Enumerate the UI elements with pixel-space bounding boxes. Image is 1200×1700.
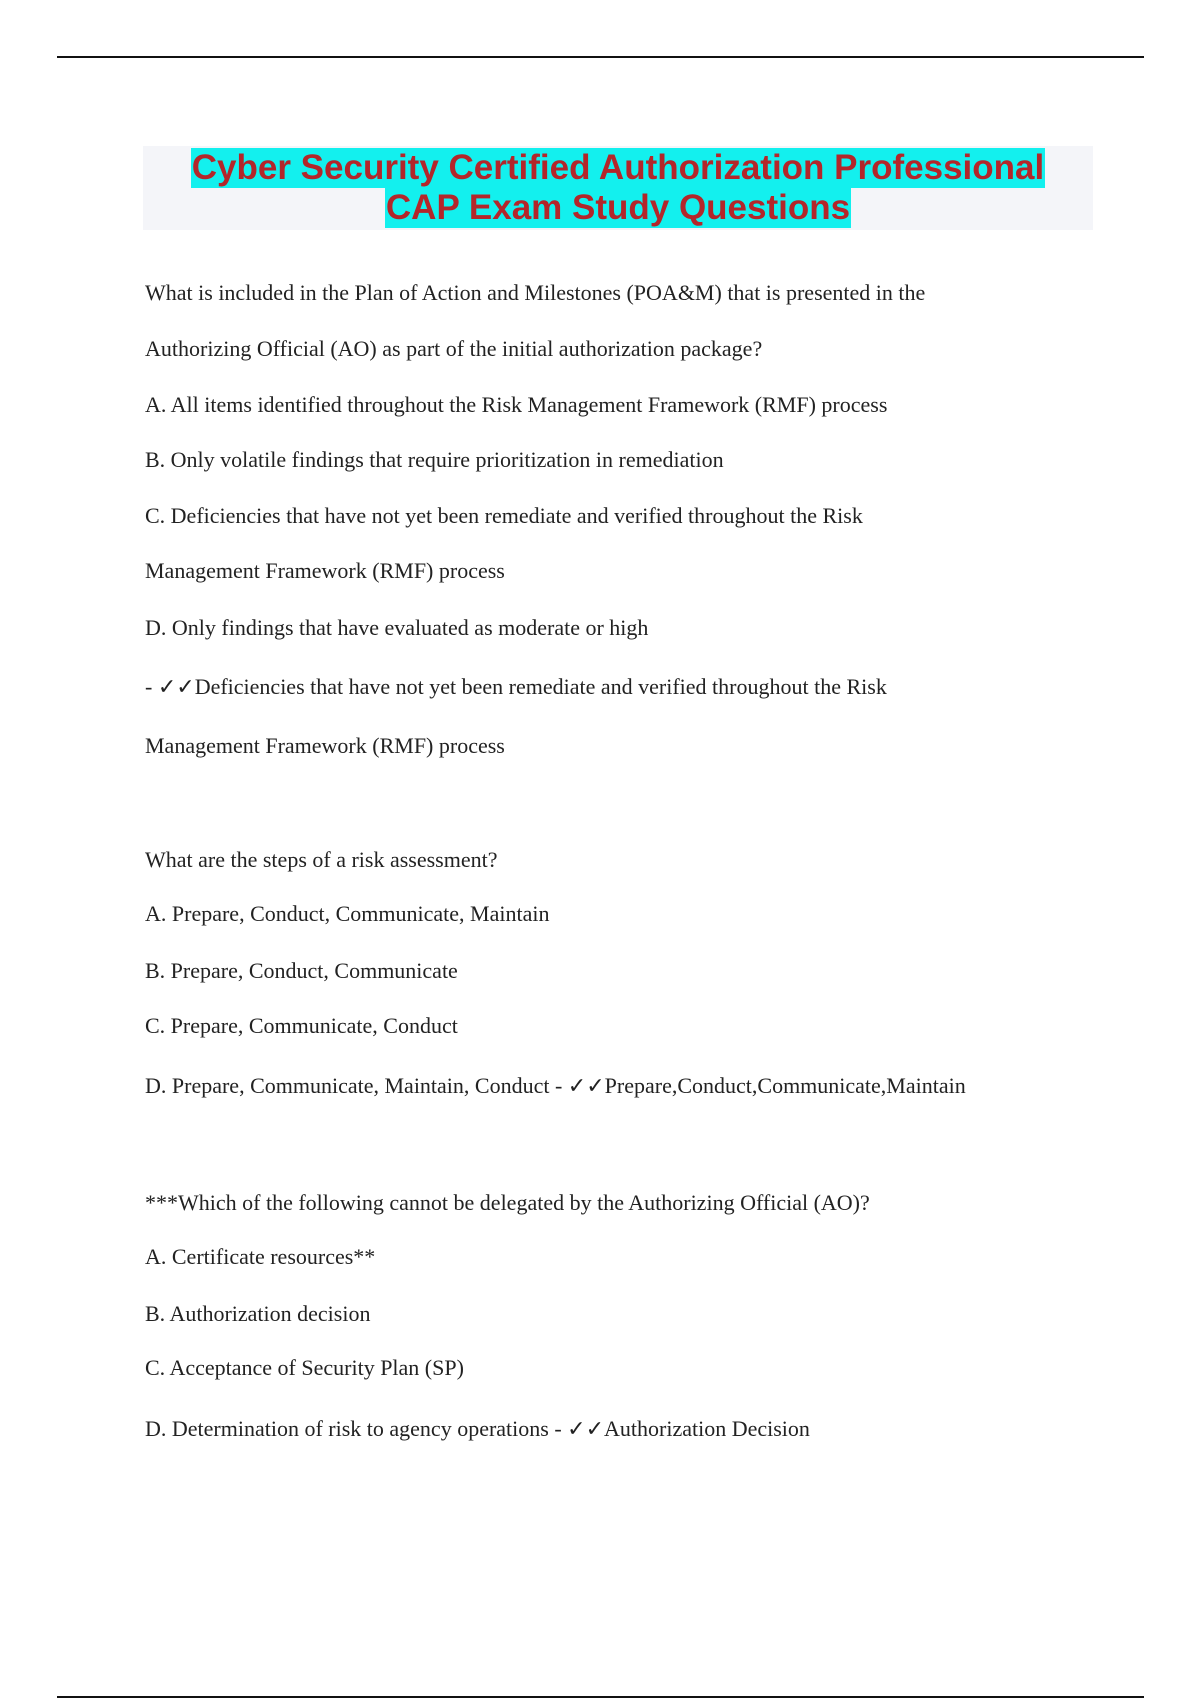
question-2-option-b: B. Prepare, Conduct, Communicate bbox=[145, 958, 458, 983]
question-1-option-d: D. Only findings that have evaluated as moderate or high bbox=[145, 615, 649, 640]
document-title bbox=[143, 146, 1093, 230]
footer-rule bbox=[57, 1696, 1144, 1698]
question-2-option-a: A. Prepare, Conduct, Communicate, Maintain bbox=[145, 901, 550, 926]
question-2-option-d-answer: D. Prepare, Communicate, Maintain, Conduct - ✓✓Prepare,Conduct,Communicate,Maintain bbox=[145, 1073, 966, 1098]
question-1-option-b: B. Only volatile findings that require prioritization in remediation bbox=[145, 447, 724, 472]
question-1-text: What is included in the Plan of Action and Milestones (POA&M) that is presented in the bbox=[145, 280, 926, 305]
question-2-option-c: C. Prepare, Communicate, Conduct bbox=[145, 1013, 458, 1038]
title-line-1: Cyber Security Certified Authorization Professional bbox=[191, 148, 1045, 187]
question-1-option-c: Management Framework (RMF) process bbox=[145, 558, 505, 583]
question-3-option-c: C. Acceptance of Security Plan (SP) bbox=[145, 1355, 464, 1380]
question-3-option-a: A. Certificate resources** bbox=[145, 1244, 376, 1269]
question-3-text: ***Which of the following cannot be delegated by the Authorizing Official (AO)? bbox=[145, 1190, 870, 1215]
question-3-option-b: B. Authorization decision bbox=[145, 1301, 371, 1326]
question-1-text: Authorizing Official (AO) as part of the initial authorization package? bbox=[145, 336, 763, 361]
title-line-2: CAP Exam Study Questions bbox=[385, 188, 851, 227]
header-rule bbox=[57, 56, 1144, 58]
question-1-answer: Management Framework (RMF) process bbox=[145, 733, 505, 758]
question-1-option-a: A. All items identified throughout the Risk Management Framework (RMF) process bbox=[145, 392, 888, 417]
question-3-option-d-answer: D. Determination of risk to agency operations - ✓✓Authorization Decision bbox=[145, 1416, 810, 1441]
question-2-text: What are the steps of a risk assessment? bbox=[145, 847, 498, 872]
question-1-answer: - ✓✓Deficiencies that have not yet been remediate and verified throughout the Risk bbox=[145, 674, 887, 699]
question-1-option-c: C. Deficiencies that have not yet been remediate and verified throughout the Risk bbox=[145, 503, 863, 528]
